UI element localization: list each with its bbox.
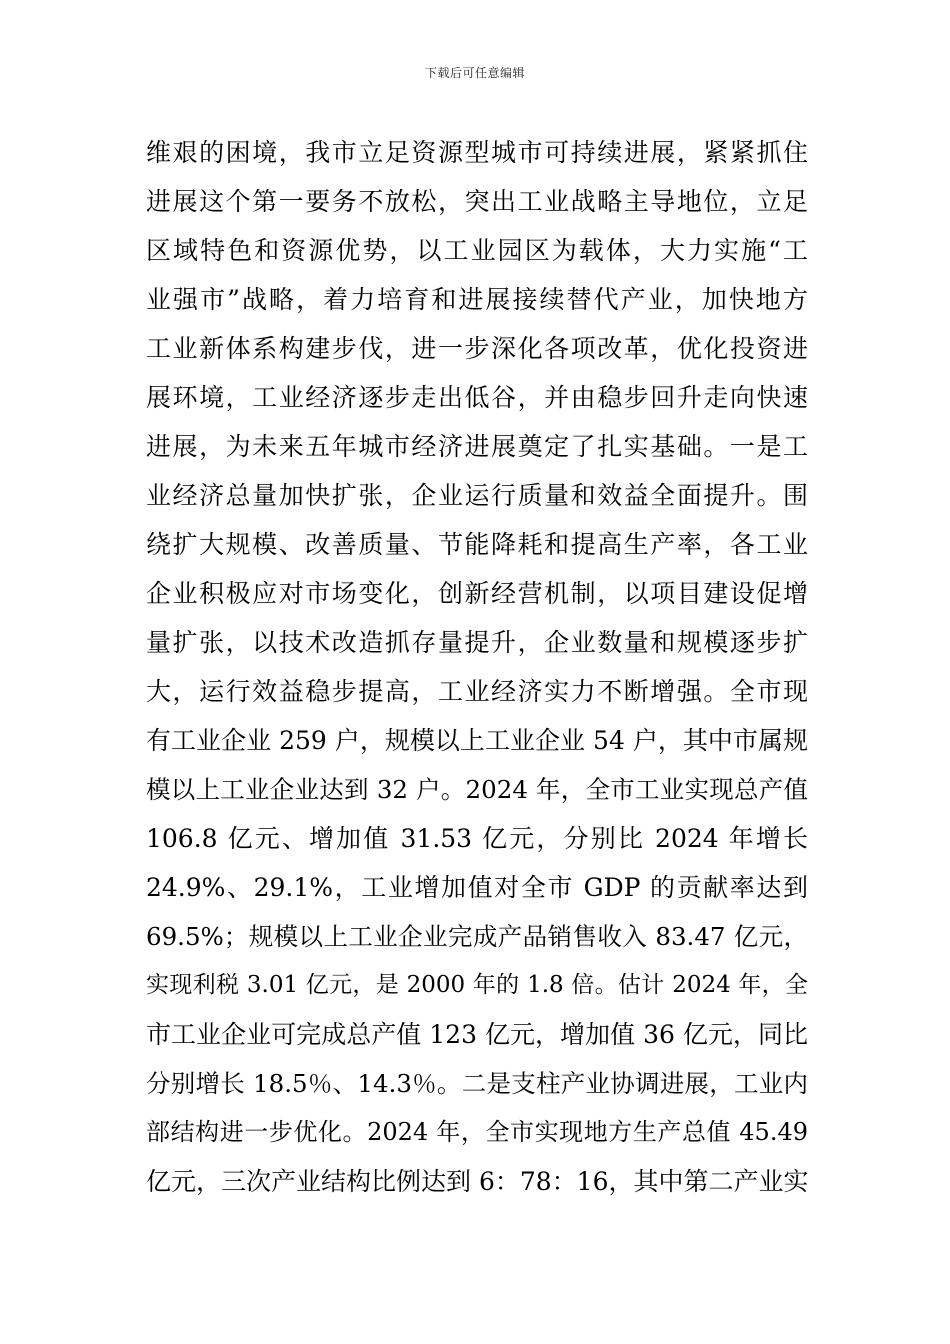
text-line: 企业积极应对市场变化，创新经营机制，以项目建设促增: [146, 579, 808, 608]
document-body: [146, 128, 808, 1206]
text-line: 工业新体系构建步伐，进一步深化各项改革，优化投资进: [146, 334, 808, 363]
text-line: 区域特色和资源优势，以工业园区为载体，大力实施“工: [146, 236, 808, 265]
text-line: 亿元，三次产业结构比例达到 6：78：16，其中第二产业实: [146, 1167, 808, 1196]
text-line: 大，运行效益稳步提高，工业经济实力不断增强。全市现: [146, 677, 808, 706]
text-line: 绕扩大规模、改善质量、节能降耗和提高生产率，各工业: [146, 530, 808, 559]
text-line: 69.5%；规模以上工业企业完成产品销售收入 83.47 亿元，: [146, 922, 808, 951]
text-line: 展环境，工业经济逐步走出低谷，并由稳步回升走向快速: [146, 383, 808, 412]
text-line: 维艰的困境，我市立足资源型城市可持续进展，紧紧抓住: [146, 138, 808, 167]
text-line: 业强市”战略，着力培育和进展接续替代产业，加快地方: [146, 285, 808, 314]
text-line: 进展，为未来五年城市经济进展奠定了扎实基础。一是工: [146, 432, 808, 461]
text-line: 市工业企业可完成总产值 123 亿元，增加值 36 亿元，同比: [146, 1020, 808, 1049]
text-line: 模以上工业企业达到 32 户。2024 年，全市工业实现总产值: [146, 775, 808, 804]
text-line: 24.9%、29.1%，工业增加值对全市 GDP 的贡献率达到: [146, 873, 808, 902]
text-line: 实现利税 3.01 亿元，是 2000 年的 1.8 倍。估计 2024 年，全: [146, 972, 808, 998]
text-line: 有工业企业 259 户，规模以上工业企业 54 户，其中市属规: [146, 726, 808, 755]
text-line: 量扩张，以技术改造抓存量提升，企业数量和规模逐步扩: [146, 628, 808, 657]
text-line: 106.8 亿元、增加值 31.53 亿元，分别比 2024 年增长: [146, 824, 808, 853]
text-line: 部结构进一步优化。2024 年，全市实现地方生产总值 45.49: [146, 1118, 808, 1146]
text-line: 业经济总量加快扩张，企业运行质量和效益全面提升。围: [146, 481, 808, 510]
text-line: 进展这个第一要务不放松，突出工业战略主导地位，立足: [146, 187, 808, 216]
page-header-note: 下载后可任意编辑: [424, 66, 525, 80]
text-line: 分别增长 18.5％、14.3％。二是支柱产业协调进展，工业内: [146, 1069, 808, 1098]
